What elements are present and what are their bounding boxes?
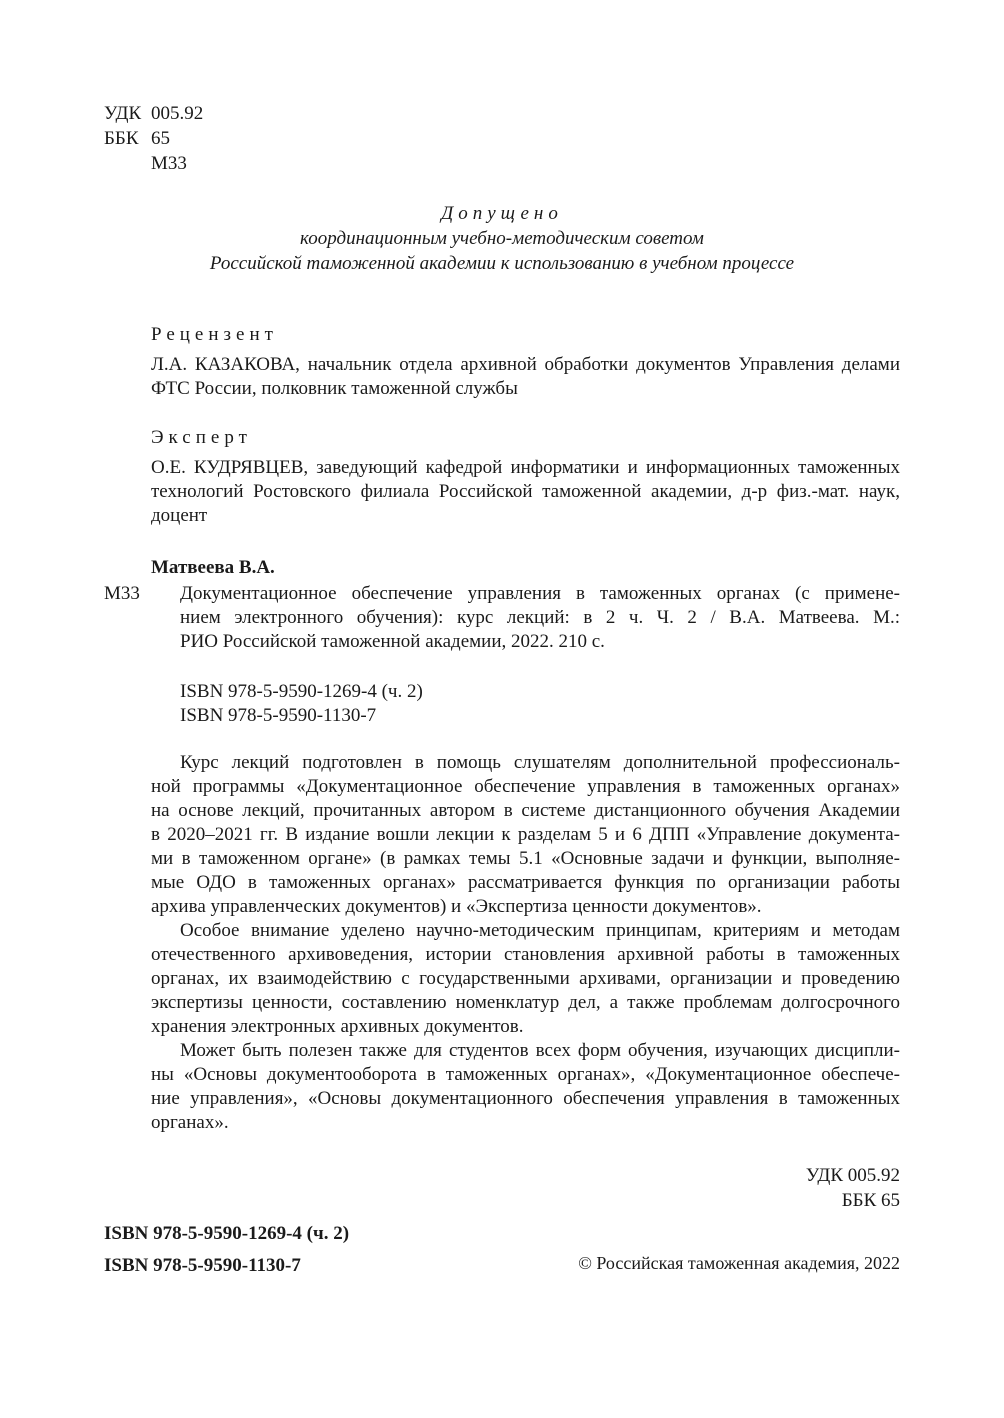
reviewer-heading: Рецензент	[151, 324, 278, 345]
bib-line: нием электронного обучения): курс лекций: в 2 ч. Ч. 2 / В.А. Матвеева. М.:	[180, 607, 900, 628]
annotation-line: хранения электронных архивных документов.	[151, 1016, 524, 1037]
footer-isbn	[104, 1218, 349, 1282]
reviewer-block	[151, 322, 900, 401]
annotation-paragraph-1	[151, 751, 900, 919]
author-mark-row	[104, 151, 203, 176]
expert-line: доцент	[151, 505, 208, 526]
author-mark: М33	[151, 153, 187, 174]
annotation-line: отечественного архивоведения, истории становления архивной работы в таможенных	[151, 944, 900, 965]
bib-line: Документационное обеспечение управления в таможенных органах (с примене-	[180, 583, 900, 604]
approval-line-2: Российской таможенной академии к использованию в учебном процессе	[209, 253, 795, 274]
bbk-label: ББК	[104, 128, 139, 149]
udk-value: 005.92	[151, 103, 204, 124]
annotation-line: органах, их взаимодействию с государственными архивами, организации и проведению	[151, 968, 900, 989]
annotation-line: в 2020–2021 гг. В издание вошли лекции к разделам 5 и 6 ДПП «Управление документа-	[151, 824, 900, 845]
book-author: Матвеева В.А.	[151, 557, 275, 578]
bibliographic-description	[180, 582, 900, 654]
bbk-value: 65	[151, 128, 170, 149]
annotation-line: экспертизы ценности, составлению номенклатур дел, а также проблемам долгосрочного	[151, 992, 900, 1013]
annotation	[151, 751, 900, 1135]
annotation-line: ной программы «Документационное обеспечение управления в таможенных органах»	[151, 776, 900, 797]
footer-codes	[806, 1163, 900, 1213]
footer-udk: УДК 005.92	[805, 1165, 900, 1186]
udk-row	[104, 101, 203, 126]
expert-block	[151, 425, 900, 528]
bibliographic-code: М33	[104, 583, 140, 604]
annotation-line: на основе лекций, прочитанных автором в системе дистанционного обучения Академии	[151, 800, 900, 821]
classification-codes	[104, 101, 203, 176]
annotation-line: ми в таможенном органе» (в рамках темы 5.1 «Основные задачи и функции, выполняе-	[151, 848, 900, 869]
footer-isbn-line: ISBN 978-5-9590-1269-4 (ч. 2)	[104, 1223, 350, 1244]
footer-isbn-line: ISBN 978-5-9590-1130-7	[104, 1255, 301, 1276]
annotation-paragraph-2	[151, 919, 900, 1039]
expert-line: технологий Ростовского филиала Российской таможенной академии, д-р физ.-мат. наук,	[151, 481, 900, 502]
annotation-line: мые ОДО в таможенных органах» рассматривается функция по организации работы	[151, 872, 900, 893]
reviewer-line: Л.А. КАЗАКОВА, начальник отдела архивной обработки документов Управления делами	[151, 354, 900, 375]
annotation-line: архива управленческих документов) и «Экспертиза ценности документов».	[151, 896, 762, 917]
annotation-line: Курс лекций подготовлен в помощь слушателям дополнительной профессиональ-	[180, 752, 900, 773]
annotation-line: ны «Основы документооборота в таможенных органах», «Документационное обеспече-	[151, 1064, 900, 1085]
footer-bbk: ББК 65	[841, 1190, 900, 1211]
bbk-row	[104, 126, 203, 151]
annotation-line: органах».	[151, 1112, 229, 1133]
isbn-line: ISBN 978-5-9590-1269-4 (ч. 2)	[180, 681, 423, 702]
isbn-line: ISBN 978-5-9590-1130-7	[180, 705, 377, 726]
approval-title: Допущено	[441, 203, 563, 224]
reviewer-line: ФТС России, полковник таможенной службы	[151, 378, 518, 399]
annotation-line: Может быть полезен также для студентов всех форм обучения, изучающих дисципли-	[180, 1040, 900, 1061]
udk-label: УДК	[104, 103, 142, 124]
approval-block	[104, 201, 900, 276]
bib-line: РИО Российской таможенной академии, 2022. 210 с.	[180, 631, 605, 652]
annotation-line: ние управления», «Основы документационного обеспечения управления в таможенных	[151, 1088, 900, 1109]
expert-heading: Эксперт	[151, 427, 252, 448]
isbn-list	[180, 680, 423, 728]
expert-line: О.Е. КУДРЯВЦЕВ, заведующий кафедрой информатики и информационных таможенных	[151, 457, 900, 478]
annotation-paragraph-3	[151, 1039, 900, 1135]
approval-line-1: координационным учебно-методическим советом	[300, 228, 704, 249]
copyright-notice: © Российская таможенная академия, 2022	[578, 1253, 900, 1273]
annotation-line: Особое внимание уделено научно-методическим принципам, критериям и методам	[180, 920, 900, 941]
